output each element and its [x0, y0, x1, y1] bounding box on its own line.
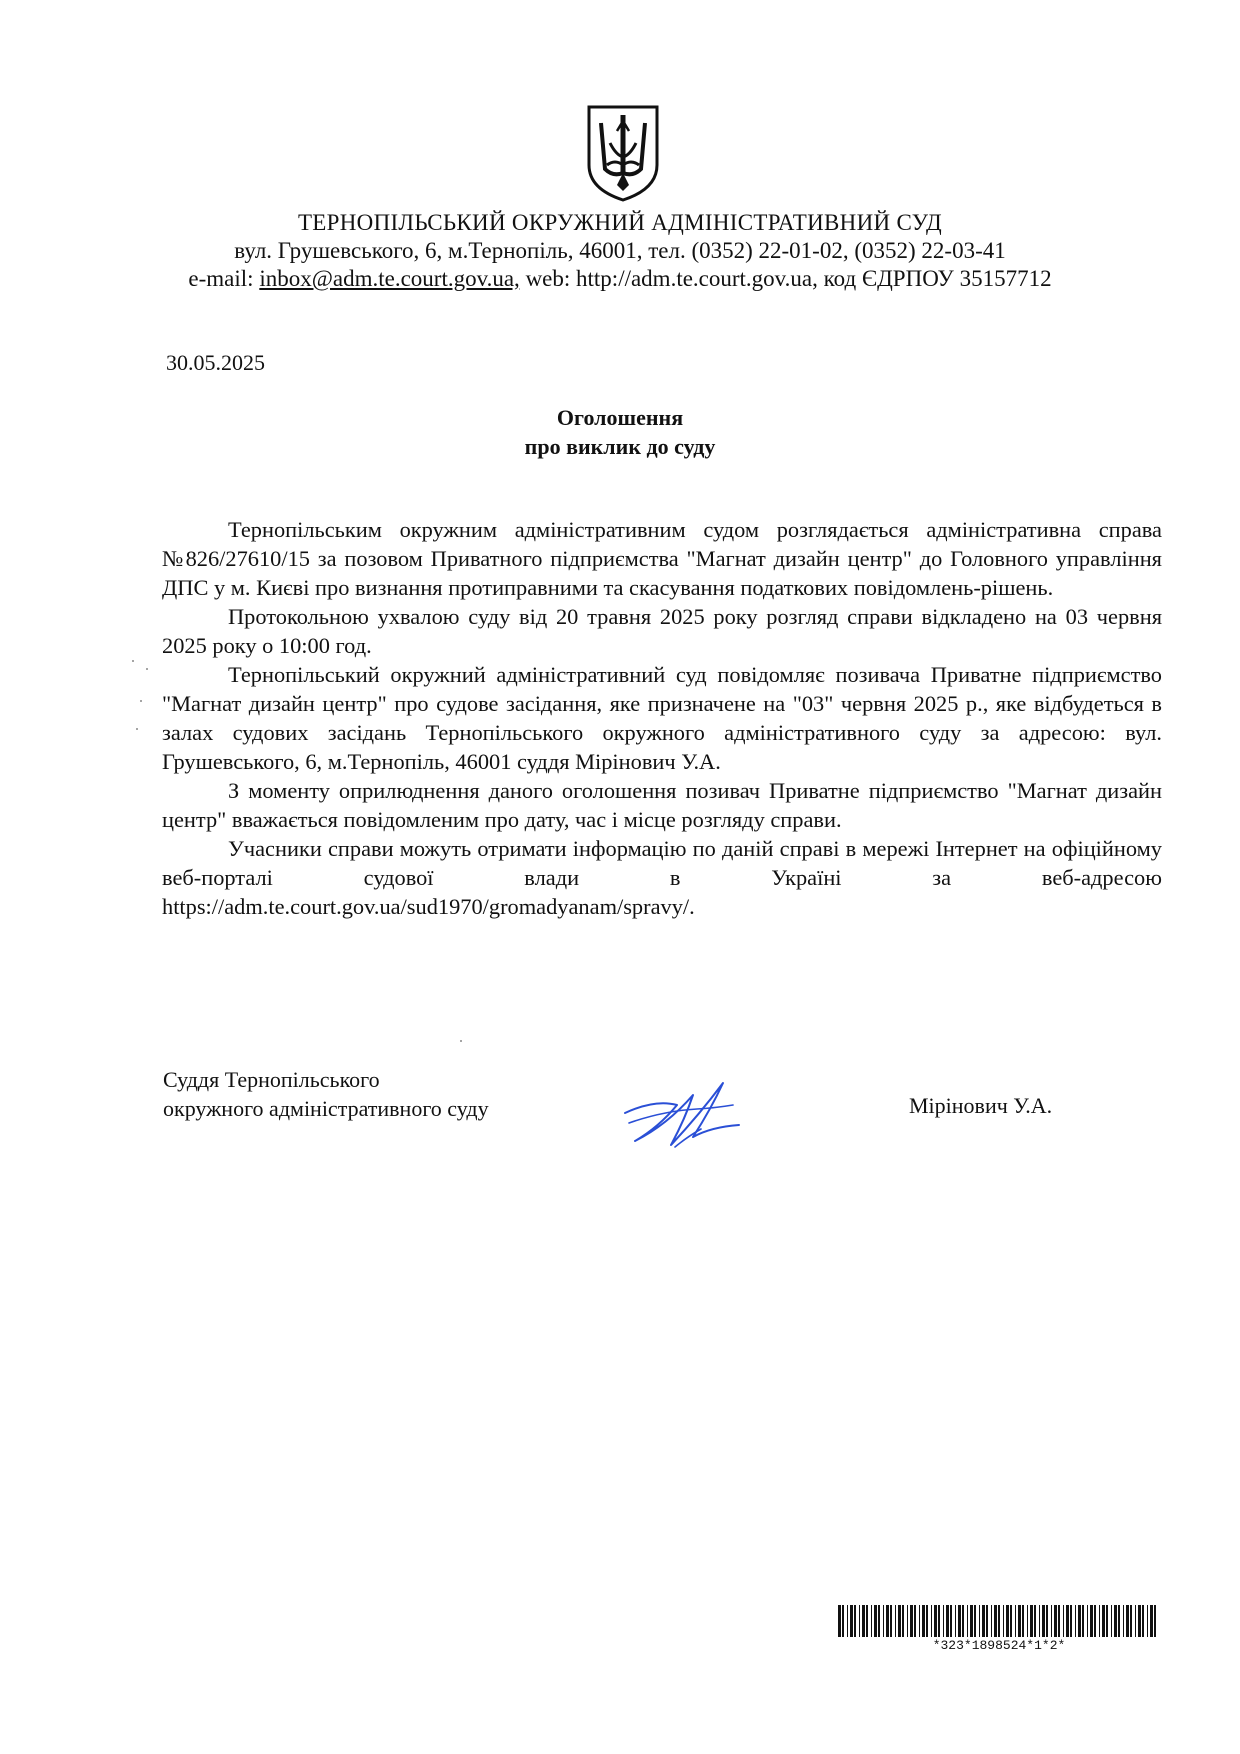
- scan-speck: [146, 668, 148, 670]
- barcode-bar: [958, 1605, 961, 1637]
- barcode-bar: [859, 1605, 860, 1637]
- barcode-bar: [1066, 1605, 1069, 1637]
- barcode-bar: [1018, 1605, 1021, 1637]
- barcode-bar: [842, 1605, 844, 1637]
- barcode-bar: [847, 1605, 848, 1637]
- scan-speck: [136, 728, 138, 730]
- barcode-bar: [902, 1605, 904, 1637]
- barcode-bar: [922, 1605, 925, 1637]
- barcode-bar: [1027, 1605, 1028, 1637]
- barcode-bar: [1147, 1605, 1148, 1637]
- barcode-bar: [955, 1605, 956, 1637]
- barcode-bar: [982, 1605, 985, 1637]
- barcode-bar: [1039, 1605, 1040, 1637]
- barcode-bar: [919, 1605, 920, 1637]
- barcode-bar: [898, 1605, 901, 1637]
- barcode-bar: [907, 1605, 908, 1637]
- barcode-bar: [1154, 1605, 1156, 1637]
- barcode-bar: [895, 1605, 896, 1637]
- barcode-bar: [1138, 1605, 1141, 1637]
- barcode-bar: [1130, 1605, 1132, 1637]
- barcode-bar: [986, 1605, 988, 1637]
- barcode-bar: [1111, 1605, 1112, 1637]
- barcode-bar: [878, 1605, 880, 1637]
- document-date: 30.05.2025: [166, 350, 265, 375]
- paragraph-postponement: Протокольною ухвалою суду від 20 травня 2025 року розгляд справи відкладено на 03 червня 2025 року о 10:00 год.: [162, 604, 1162, 658]
- barcode-bar: [854, 1605, 856, 1637]
- barcode-bar: [1087, 1605, 1088, 1637]
- signer-title-line1: Суддя Тернопільського: [163, 1067, 380, 1092]
- signer-title: [163, 1065, 489, 1123]
- barcode-bar: [926, 1605, 928, 1637]
- barcode-bar: [967, 1605, 968, 1637]
- barcode-bar: [862, 1605, 865, 1637]
- barcode-number: *323*1898524*1*2*: [932, 1638, 1066, 1653]
- barcode-bar: [1006, 1605, 1009, 1637]
- email-prefix: e-mail:: [188, 266, 260, 291]
- barcode-bar: [931, 1605, 932, 1637]
- scan-speck: [132, 660, 134, 662]
- barcode-bar: [914, 1605, 916, 1637]
- barcode-bar: [890, 1605, 892, 1637]
- paragraph-case: Тернопільським окружним адміністративним судом розглядається адміністративна справа №826/27610/15 за позовом Приватного підприємства "Магнат дизайн центр" до Головного управління ДПС у м. Києві про визнання протиправними та скасування податкових повідомлень-рішень.: [162, 517, 1162, 600]
- barcode-bar: [1135, 1605, 1136, 1637]
- barcode-bar: [1058, 1605, 1060, 1637]
- barcode-bar: [1126, 1605, 1129, 1637]
- barcode-bar: [1150, 1605, 1153, 1637]
- barcode-bar: [1054, 1605, 1057, 1637]
- court-address: вул. Грушевського, 6, м.Тернопіль, 46001, тел. (0352) 22-01-02, (0352) 22-03-41: [234, 238, 1006, 263]
- barcode-bar: [970, 1605, 973, 1637]
- barcode-bar: [998, 1605, 1000, 1637]
- document-subtitle: про виклик до суду: [524, 434, 716, 459]
- barcode-bar: [1075, 1605, 1076, 1637]
- barcode-bar: [979, 1605, 980, 1637]
- barcode-bar: [1102, 1605, 1105, 1637]
- coat-of-arms-icon: [583, 103, 663, 203]
- barcode-bar: [974, 1605, 976, 1637]
- barcode-bar: [1022, 1605, 1024, 1637]
- barcode-bar: [883, 1605, 884, 1637]
- barcode-bar: [962, 1605, 964, 1637]
- barcode-bar: [994, 1605, 997, 1637]
- document-title: Оголошення: [556, 405, 684, 430]
- barcode-bar: [1142, 1605, 1144, 1637]
- barcode-bar: [934, 1605, 937, 1637]
- barcode-bar: [1051, 1605, 1052, 1637]
- barcode-bar: [874, 1605, 877, 1637]
- barcode-bar: [991, 1605, 992, 1637]
- barcode-bar: [866, 1605, 868, 1637]
- barcode: [838, 1605, 1160, 1637]
- barcode-bar: [850, 1605, 853, 1637]
- signer-title-line2: окружного адміністративного суду: [163, 1096, 489, 1121]
- barcode-bar: [943, 1605, 944, 1637]
- scan-speck: [140, 700, 142, 702]
- handwritten-signature: [615, 1075, 745, 1155]
- barcode-bar: [946, 1605, 949, 1637]
- barcode-bar: [1099, 1605, 1100, 1637]
- barcode-bar: [1114, 1605, 1117, 1637]
- barcode-bar: [1078, 1605, 1081, 1637]
- email-link[interactable]: inbox@adm.te.court.gov.ua,: [259, 266, 520, 291]
- web-and-code: web: http://adm.te.court.gov.ua, код ЄДРПОУ 35157712: [519, 266, 1052, 291]
- barcode-bar: [1034, 1605, 1036, 1637]
- court-name: ТЕРНОПІЛЬСЬКИЙ ОКРУЖНИЙ АДМІНІСТРАТИВНИЙ СУД: [297, 210, 943, 235]
- barcode-bar: [871, 1605, 872, 1637]
- signer-name: Мірінович У.А.: [909, 1093, 1053, 1118]
- paragraph-info-portal: Учасники справи можуть отримати інформацію по даній справі в мережі Інтернет на офіційному веб-порталі судової влади в Україні за веб-адресою: [162, 836, 1162, 890]
- barcode-bar: [1123, 1605, 1124, 1637]
- barcode-bar: [1118, 1605, 1120, 1637]
- barcode-bar: [886, 1605, 889, 1637]
- paragraph-notice: Тернопільський окружний адміністративний суд повідомляє позивача Приватне підприємство "Магнат дизайн центр" про судове засідання, яке призначене на "03" червня 2025 р., яке відбудеться в залах судових засідань Тернопільського окружного адміністративного суду за адресою: вул. Грушевського, 6, м.Тернопіль, 46001 суддя Мірінович У.А.: [162, 662, 1162, 774]
- barcode-bar: [950, 1605, 952, 1637]
- barcode-bar: [1063, 1605, 1064, 1637]
- scan-speck: [460, 1040, 462, 1042]
- paragraph-considered-notified: З моменту оприлюднення даного оголошення позивач Приватне підприємство "Магнат дизайн центр" вважається повідомленим про дату, час і місце розгляду справи.: [162, 778, 1162, 832]
- barcode-bar: [1010, 1605, 1012, 1637]
- barcode-bar: [1094, 1605, 1096, 1637]
- court-contacts: [0, 264, 1240, 294]
- barcode-bar: [1082, 1605, 1084, 1637]
- barcode-bar: [910, 1605, 913, 1637]
- barcode-bar: [1015, 1605, 1016, 1637]
- barcode-bar: [1046, 1605, 1048, 1637]
- portal-url[interactable]: https://adm.te.court.gov.ua/sud1970/gromadyanam/spravy/.: [162, 894, 695, 919]
- barcode-bar: [838, 1605, 841, 1637]
- barcode-bar: [938, 1605, 940, 1637]
- document-body: [162, 515, 1162, 921]
- barcode-bar: [1042, 1605, 1045, 1637]
- barcode-bar: [1106, 1605, 1108, 1637]
- barcode-bar: [1070, 1605, 1072, 1637]
- barcode-bar: [1003, 1605, 1004, 1637]
- barcode-bar: [1090, 1605, 1093, 1637]
- barcode-bar: [1030, 1605, 1033, 1637]
